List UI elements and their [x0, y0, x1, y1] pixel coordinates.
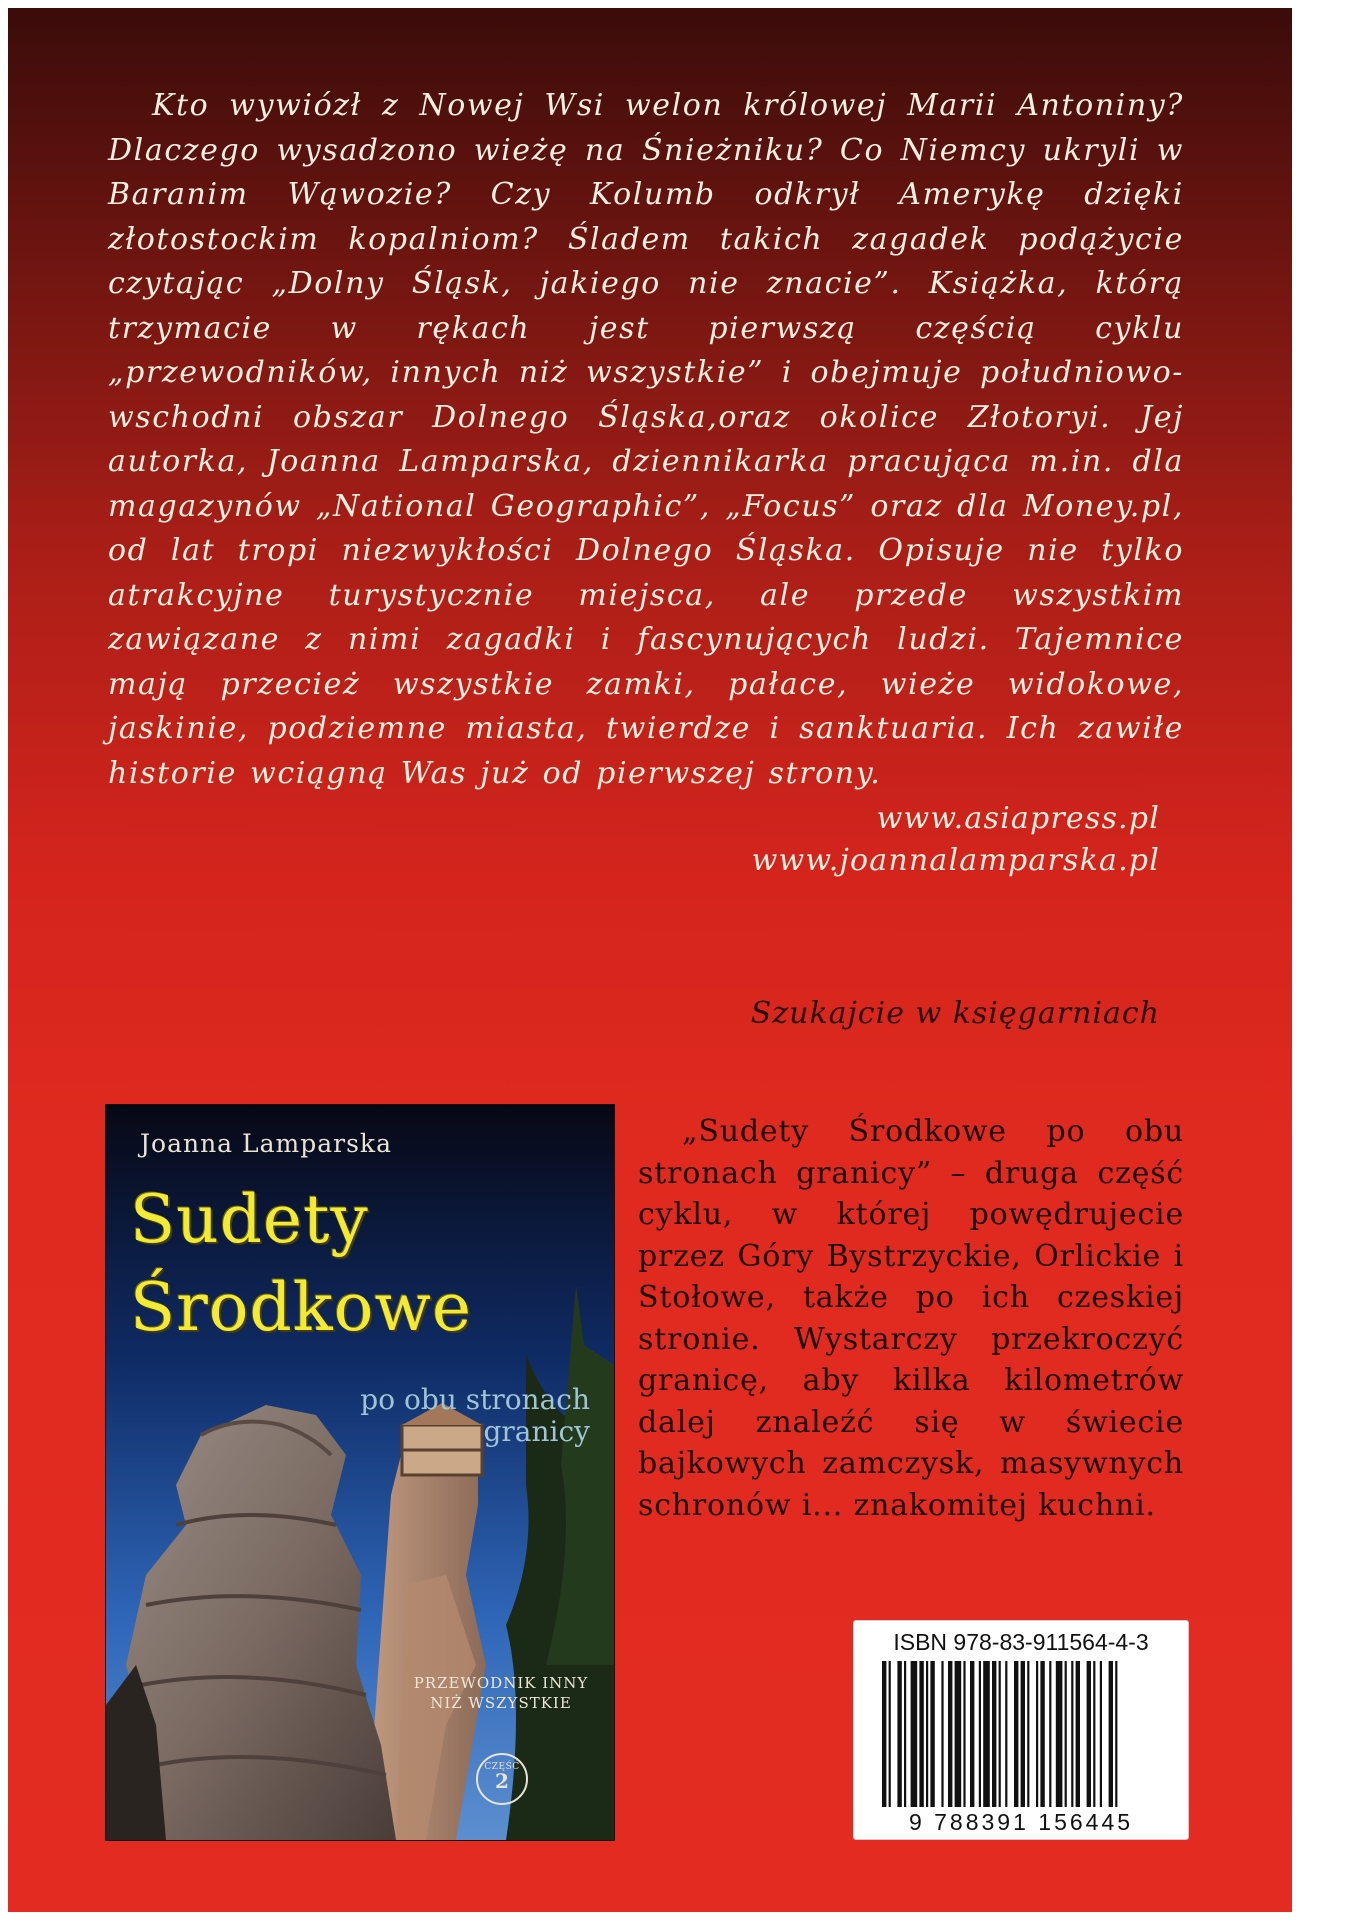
barcode-bar — [1049, 1661, 1051, 1807]
barcode-bar — [1115, 1661, 1117, 1807]
barcode-bar — [1027, 1661, 1029, 1807]
thumbnail-author: Joanna Lamparska — [140, 1129, 392, 1158]
barcode-bar — [979, 1661, 981, 1807]
isbn-barcode-box — [853, 1620, 1189, 1840]
link-asiapress[interactable]: www.asiapress.pl — [876, 801, 1160, 836]
barcode-bar — [1071, 1661, 1073, 1807]
barcode-bar — [926, 1661, 928, 1807]
link-joannalamparska[interactable]: www.joannalamparska.pl — [751, 843, 1160, 878]
barcode-bar — [919, 1661, 923, 1807]
barcode-bar — [955, 1661, 962, 1807]
barcode-graphic — [854, 1621, 1188, 1839]
part-badge-label: CZĘŚĆ — [484, 1762, 520, 1772]
barcode-bar — [1040, 1661, 1044, 1807]
promo-text: „Sudety Środkowe po obu stronach granicy” – druga część cyklu, w której powędrujecie przez Góry Bystrzyckie, Orlickie i Stołowe, także po ich czeskiej stronie. Wystarczy przekroczyć granicę, aby kilka kilometrów dalej znaleźć się w świecie bajkowych zamczysk, masywnych schronów i... znakomitej kuchni. — [638, 1114, 1184, 1523]
barcode-bar — [948, 1661, 952, 1807]
barcode-bar — [1093, 1661, 1095, 1807]
isbn-digits: 9 788391 156445 — [908, 1809, 1134, 1835]
website-links — [752, 798, 1160, 882]
thumbnail-title-line2: Środkowe — [130, 1269, 473, 1346]
barcode-bar — [904, 1661, 906, 1807]
barcode-bar — [1065, 1661, 1067, 1807]
barcode-bar — [1036, 1661, 1038, 1807]
barcode-bar — [1076, 1661, 1080, 1807]
barcode-bar — [889, 1661, 891, 1807]
thumbnail-subtitle-line2: granicy — [483, 1415, 590, 1448]
barcode-bar — [897, 1661, 901, 1807]
barcode-bar — [1100, 1661, 1102, 1807]
barcode-bar — [941, 1661, 943, 1807]
barcode-bar — [1005, 1661, 1007, 1807]
barcode-bar — [999, 1661, 1001, 1807]
find-in-stores-heading: Szukajcie w księgarniach — [750, 996, 1160, 1031]
barcode-bar — [1109, 1661, 1113, 1807]
barcode-bar — [1056, 1661, 1063, 1807]
part-badge — [476, 1753, 528, 1805]
book-cover-thumbnail — [106, 1105, 614, 1840]
barcode-bar — [983, 1661, 990, 1807]
barcode-bar — [911, 1661, 918, 1807]
barcode-bar — [930, 1661, 934, 1807]
barcode-bar — [1087, 1661, 1091, 1807]
blurb-text: Kto wywiózł z Nowej Wsi welon królowej Marii Antoniny? Dlaczego wysadzono wieżę na Śnieżniku? Co Niemcy ukryli w Baranim Wąwozie? Czy Kolumb odkrył Amerykę dzięki złotostockim kopalniom? Śladem takich zagadek podążycie czytając „Dolny Śląsk, jakiego nie znacie”. Książka, którą trzymacie w rękach jest pierwszą częścią cyklu „przewodników, innych niż wszystkie” i obejmuje południowo-wschodni obszar Dolnego Śląska,oraz okolice Złotoryi. Jej autorka, Joanna Lamparska, dziennikarka pracująca m.in. dla magazynów „National Geographic”, „Focus” oraz dla Money.pl, od lat tropi niezwykłości Dolnego Śląska. Opisuje nie tylko atrakcyjne turystycznie miejsca, ale przede wszystkim zawiązane z nimi zagadki i fascynujących ludzi. Tajemnice mają przecież wszystkie zamki, pałace, wieże widokowe, jaskinie, podziemne miasta, twierdze i sanktuaria. Ich zawiłe historie wciągną Was już od pierwszej strony. — [108, 88, 1184, 791]
isbn-label: ISBN 978-83-911564-4-3 — [893, 1629, 1149, 1655]
barcode-bar — [1014, 1661, 1018, 1807]
part-badge-number: 2 — [495, 1769, 509, 1793]
thumbnail-subtitle-line1: po obu stronach — [360, 1383, 590, 1416]
barcode-bar — [970, 1661, 974, 1807]
barcode-bar — [963, 1661, 965, 1807]
back-cover — [8, 8, 1292, 1912]
barcode-bar — [1021, 1661, 1025, 1807]
thumbnail-tagline-line2: NIŻ WSZYSTKIE — [430, 1694, 572, 1712]
barcode-bar — [882, 1661, 886, 1807]
thumbnail-title-line1: Sudety — [130, 1181, 369, 1258]
barcode-bar — [992, 1661, 996, 1807]
thumbnail-tagline-line1: PRZEWODNIK INNY — [413, 1674, 589, 1692]
